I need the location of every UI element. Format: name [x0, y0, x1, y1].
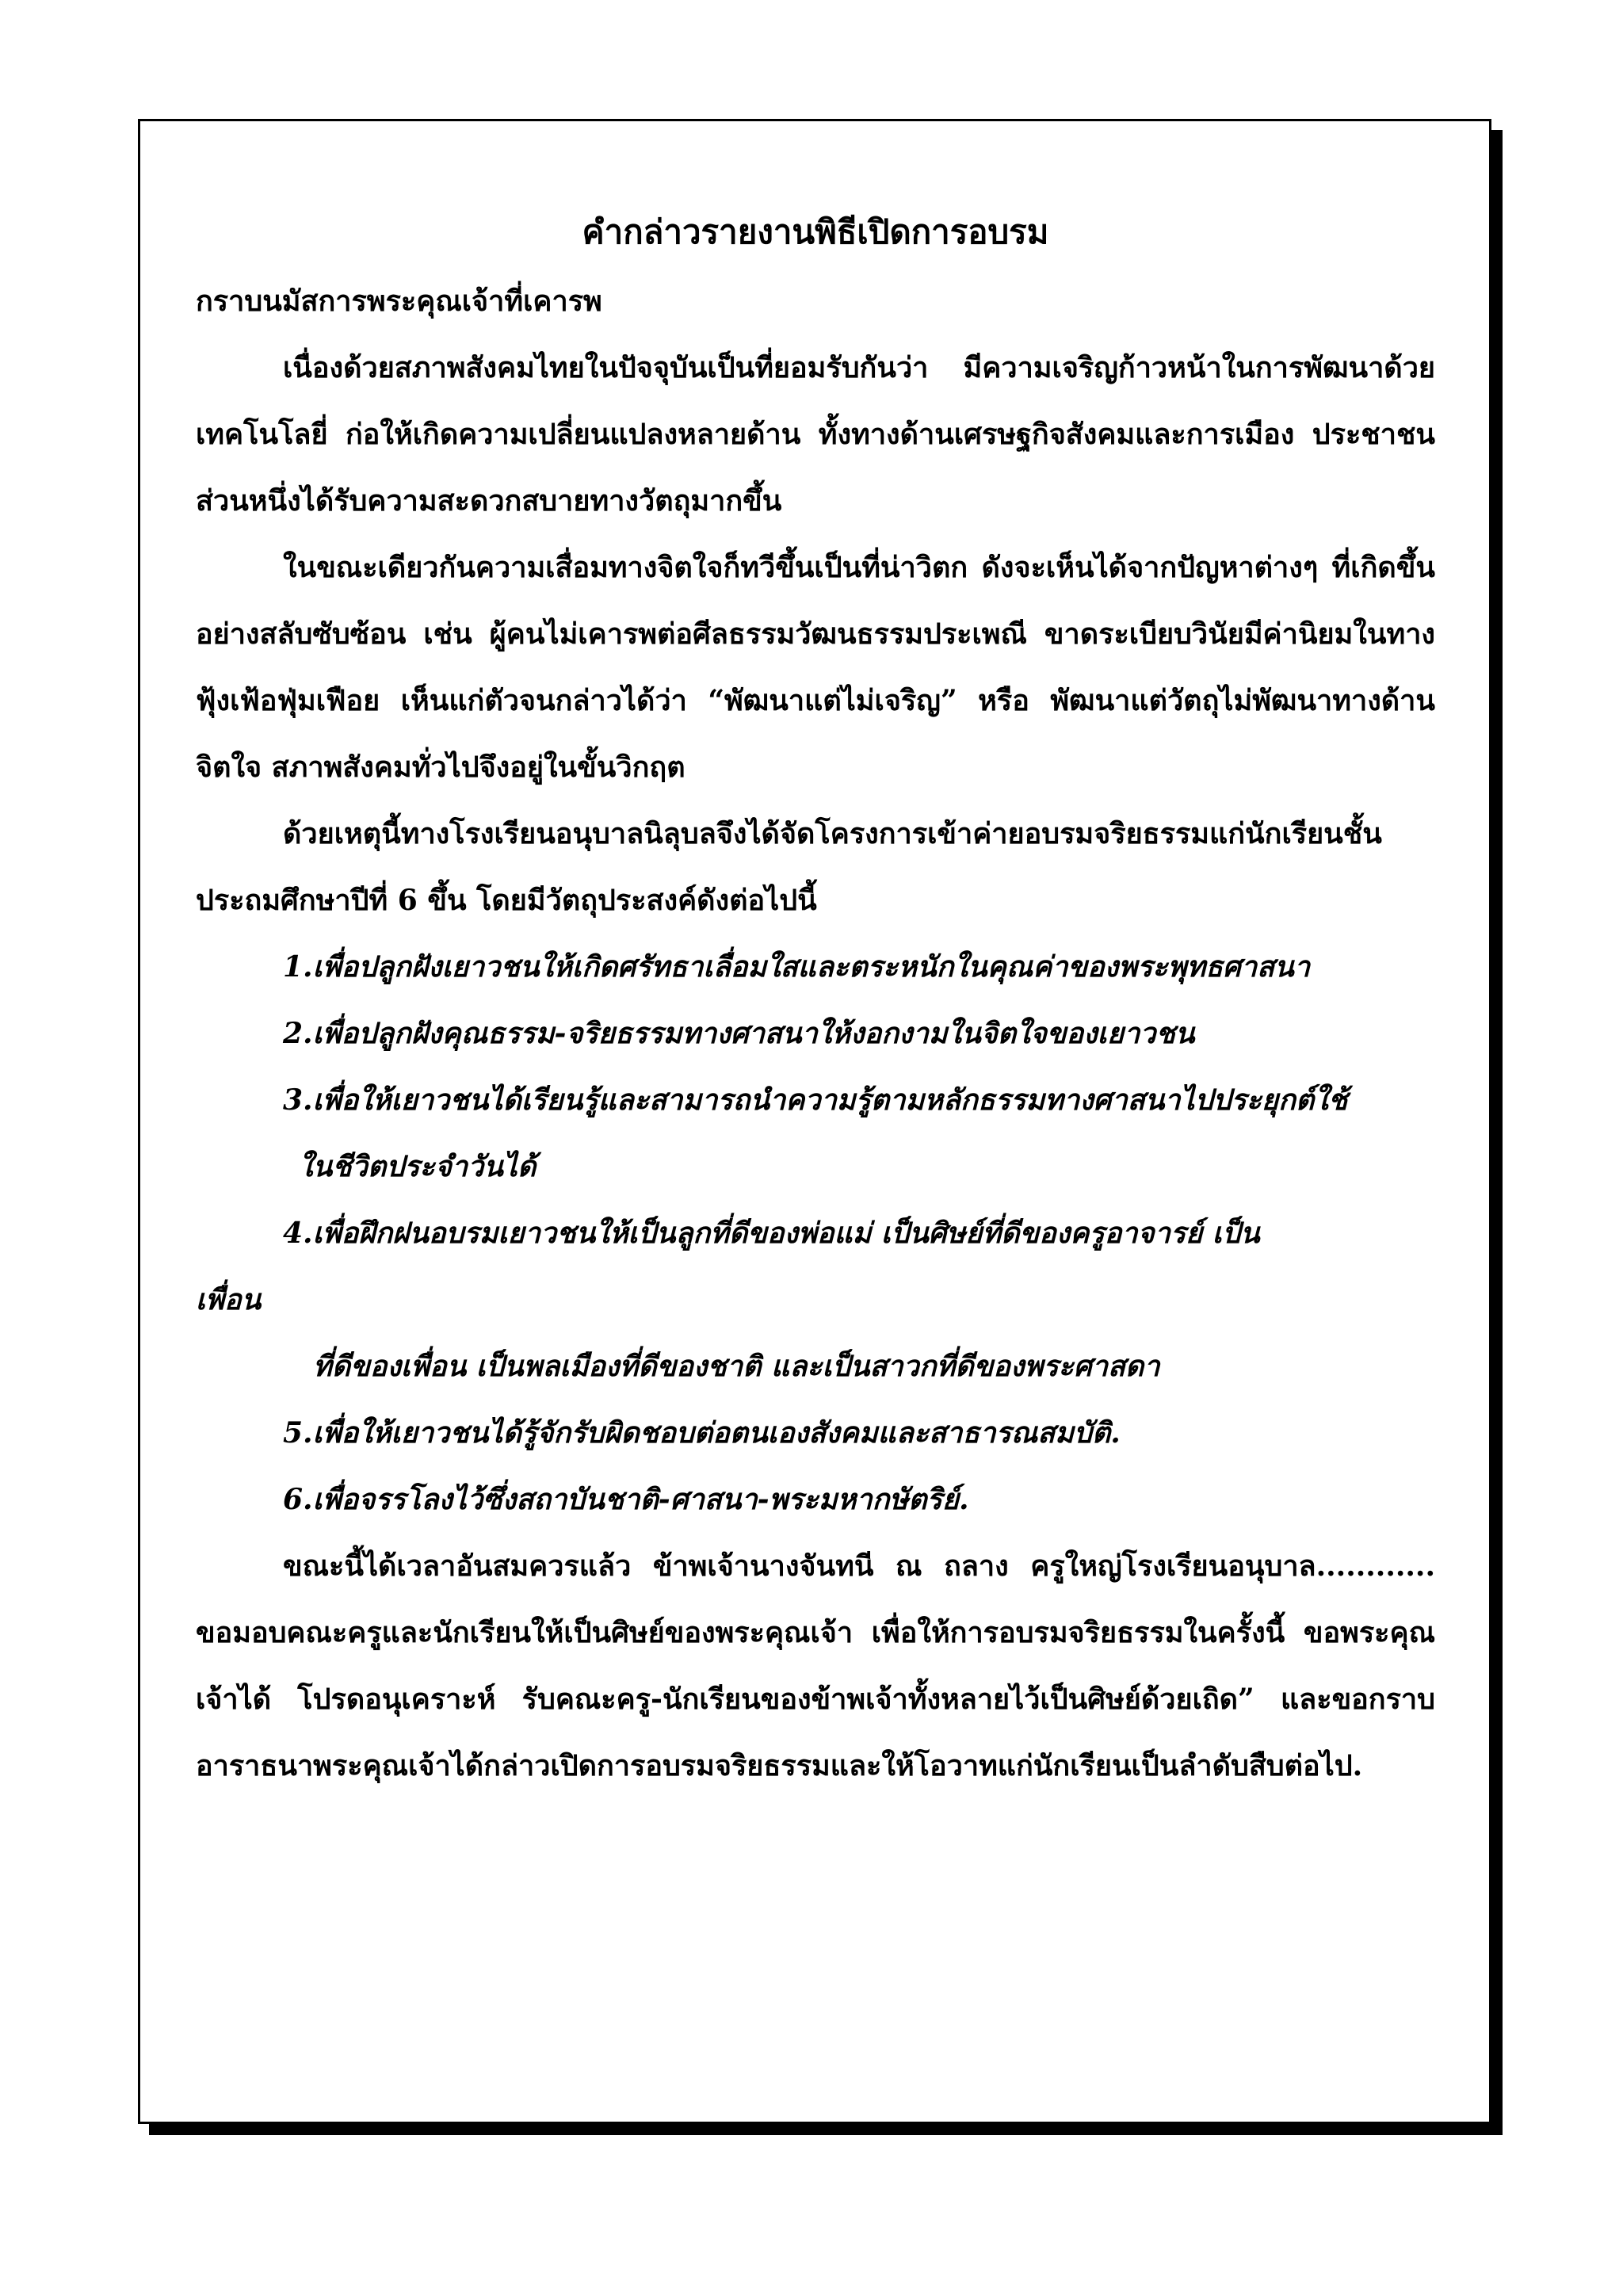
- objective-1: 1.เพื่อปลูกฝังเยาวชนให้เกิดศรัทธาเลื่อมใสและตระหนักในคุณค่าของพระพุทธศาสนา: [283, 950, 1310, 984]
- objective-5: 5.เพื่อให้เยาวชนได้รู้จักรับผิดชอบต่อตนเองสังคมและสาธารณสมบัติ.: [283, 1416, 1121, 1450]
- objective-4-wrap: เพื่อน: [196, 1283, 262, 1316]
- document-body: [196, 197, 1435, 1799]
- document-title: คำกล่าวรายงานพิธีเปิดการอบรม: [582, 212, 1049, 251]
- objectives-list: [196, 934, 1435, 1533]
- salutation: กราบนมัสการพระคุณเจ้าที่เคารพ: [196, 285, 602, 318]
- page-frame: [138, 119, 1491, 2124]
- objective-4-continuation: ที่ดีของเพื่อน เป็นพลเมืองที่ดีของชาติ และเป็นสาวกที่ดีของพระศาสดา: [313, 1350, 1160, 1383]
- paragraph-intro: เนื่องด้วยสภาพสังคมไทยในปัจจุบันเป็นที่ยอมรับกันว่า มีความเจริญก้าวหน้าในการพัฒนาด้วยเทคโนโลยี่ ก่อให้เกิดความเปลี่ยนแปลงหลายด้าน ทั้งทางด้านเศรษฐกิจสังคมและการเมือง ประชาชนส่วนหนึ่งได้รับความสะดวกสบายทางวัตถุมากขึ้น: [196, 351, 1435, 518]
- objective-6: 6.เพื่อจรรโลงไว้ซึ่งสถาบันชาติ-ศาสนา-พระมหากษัตริย์.: [283, 1483, 969, 1516]
- objective-3-continuation: ในชีวิตประจำวันได้: [299, 1150, 537, 1183]
- objective-3: 3.เพื่อให้เยาวชนได้เรียนรู้และสามารถนำความรู้ตามหลักธรรมทางศาสนาไปประยุกต์ใช้: [283, 1083, 1348, 1117]
- paragraph-problems: ในขณะเดียวกันความเสื่อมทางจิตใจก็ทวีขึ้นเป็นที่น่าวิตก ดังจะเห็นได้จากปัญหาต่างๆ ที่เกิดขึ้นอย่างสลับซับซ้อน เช่น ผู้คนไม่เคารพต่อศีลธรรมวัฒนธรรมประเพณี ขาดระเบียบวินัยมีค่านิยมในทางฟุ้งเฟ้อฟุ่มเฟือย เห็นแก่ตัวจนกล่าวได้ว่า “พัฒนาแต่ไม่เจริญ” หรือ พัฒนาแต่วัตถุไม่พัฒนาทางด้านจิตใจ สภาพสังคมทั่วไปจึงอยู่ในขั้นวิกฤต: [196, 551, 1435, 784]
- objective-2: 2.เพื่อปลูกฝังคุณธรรม-จริยธรรมทางศาสนาให้งอกงามในจิตใจของเยาวชน: [283, 1017, 1195, 1050]
- objective-4: 4.เพื่อฝึกฝนอบรมเยาวชนให้เป็นลูกที่ดีของพ่อแม่ เป็นศิษย์ที่ดีของครูอาจารย์ เป็น: [283, 1217, 1260, 1250]
- paragraph-closing: ขณะนี้ได้เวลาอันสมควรแล้ว ข้าพเจ้านางจันทนี ณ ถลาง ครูใหญ่โรงเรียนอนุบาล............ ขอมอบคณะครูและนักเรียนให้เป็นศิษย์ของพระคุณเจ้า เพื่อให้การอบรมจริยธรรมในครั้งนี้ ขอพระคุณเจ้าได้ โปรดอนุเคราะห์ รับคณะครู-นักเรียนของข้าพเจ้าทั้งหลายไว้เป็นศิษย์ด้วยเถิด” และขอกราบอาราธนาพระคุณเจ้าได้กล่าวเปิดการอบรมจริยธรรมและให้โอวาทแก่นักเรียนเป็นลำดับสืบต่อไป.: [196, 1549, 1435, 1782]
- paragraph-project: ด้วยเหตุนี้ทางโรงเรียนอนุบาลนิลุบลจึงได้จัดโครงการเข้าค่ายอบรมจริยธรรมแก่นักเรียนชั้นประถมศึกษาปีที่ 6 ขึ้น โดยมีวัตถุประสงค์ดังต่อไปนี้: [196, 817, 1382, 917]
